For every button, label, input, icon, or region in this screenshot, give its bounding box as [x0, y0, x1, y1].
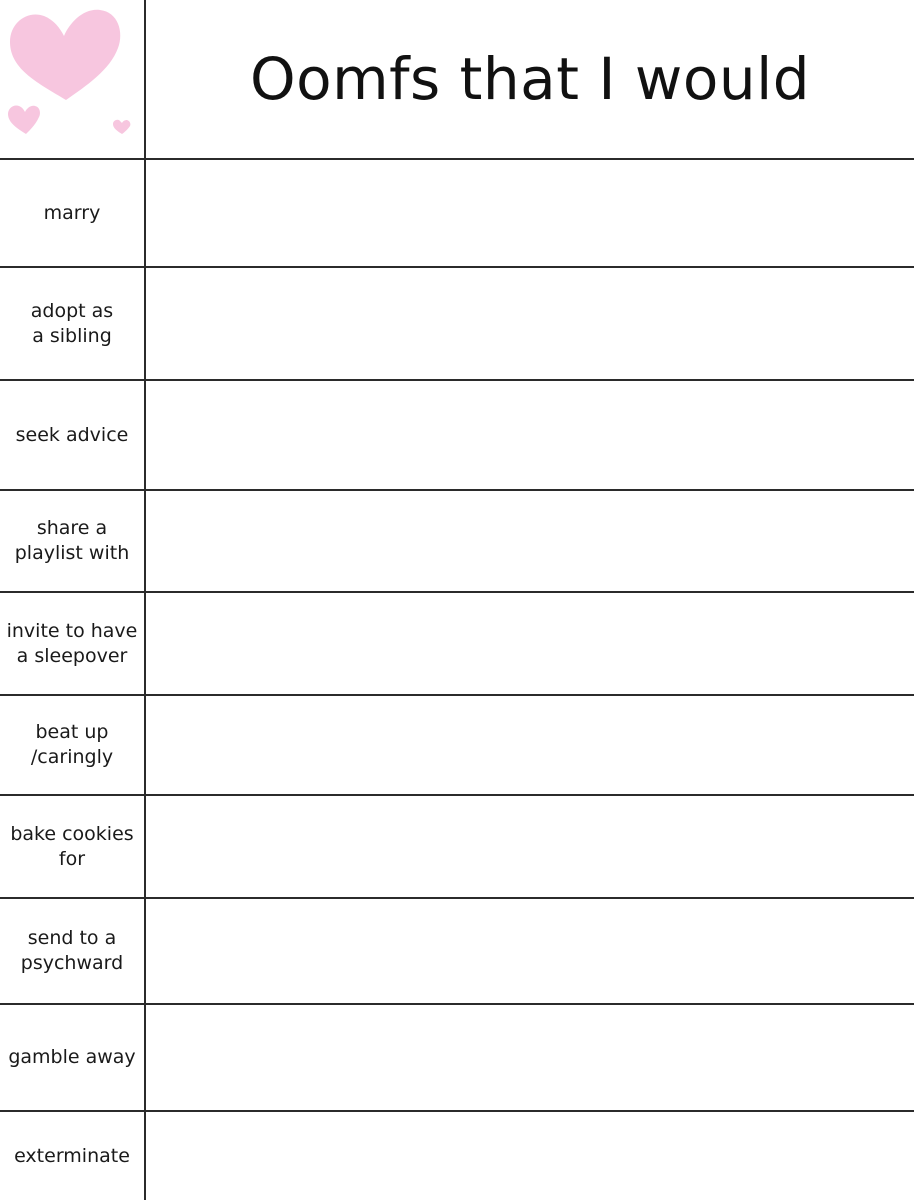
- row-label-adopt-as-sibling: adopt as a sibling: [30, 299, 114, 347]
- row-label-seek-advice: seek advice: [15, 423, 129, 446]
- row-cell-gamble-away[interactable]: [146, 1005, 914, 1110]
- row-label-share-playlist: share a playlist with: [14, 517, 130, 564]
- row-cell-adopt-as-sibling[interactable]: [146, 268, 914, 379]
- chart-title: Oomfs that I would: [249, 45, 811, 113]
- row-label-exterminate: exterminate: [14, 1144, 130, 1167]
- row-cell-send-to-psychward[interactable]: [146, 899, 914, 1003]
- row-cell-marry[interactable]: [146, 160, 914, 266]
- row-cell-invite-sleepover[interactable]: [146, 593, 914, 694]
- row-cell-share-playlist[interactable]: [146, 491, 914, 591]
- row-cell-exterminate[interactable]: [146, 1112, 914, 1200]
- row-label-bake-cookies: bake cookies for: [10, 822, 134, 870]
- small-heart-icon: [8, 105, 40, 134]
- row-cell-beat-up-caringly[interactable]: [146, 696, 914, 794]
- row-label-beat-up-caringly: beat up /caringly: [30, 721, 114, 768]
- hearts-decoration: [0, 0, 144, 158]
- row-label-gamble-away: gamble away: [8, 1046, 136, 1068]
- heart-icon: [10, 10, 120, 100]
- row-label-send-to-psychward: send to a psychward: [20, 927, 124, 974]
- row-cell-bake-cookies[interactable]: [146, 796, 914, 897]
- tiny-heart-icon: [113, 120, 130, 134]
- row-label-invite-sleepover: invite to have a sleepover: [6, 619, 138, 667]
- row-cell-seek-advice[interactable]: [146, 381, 914, 489]
- row-label-marry: marry: [43, 201, 101, 224]
